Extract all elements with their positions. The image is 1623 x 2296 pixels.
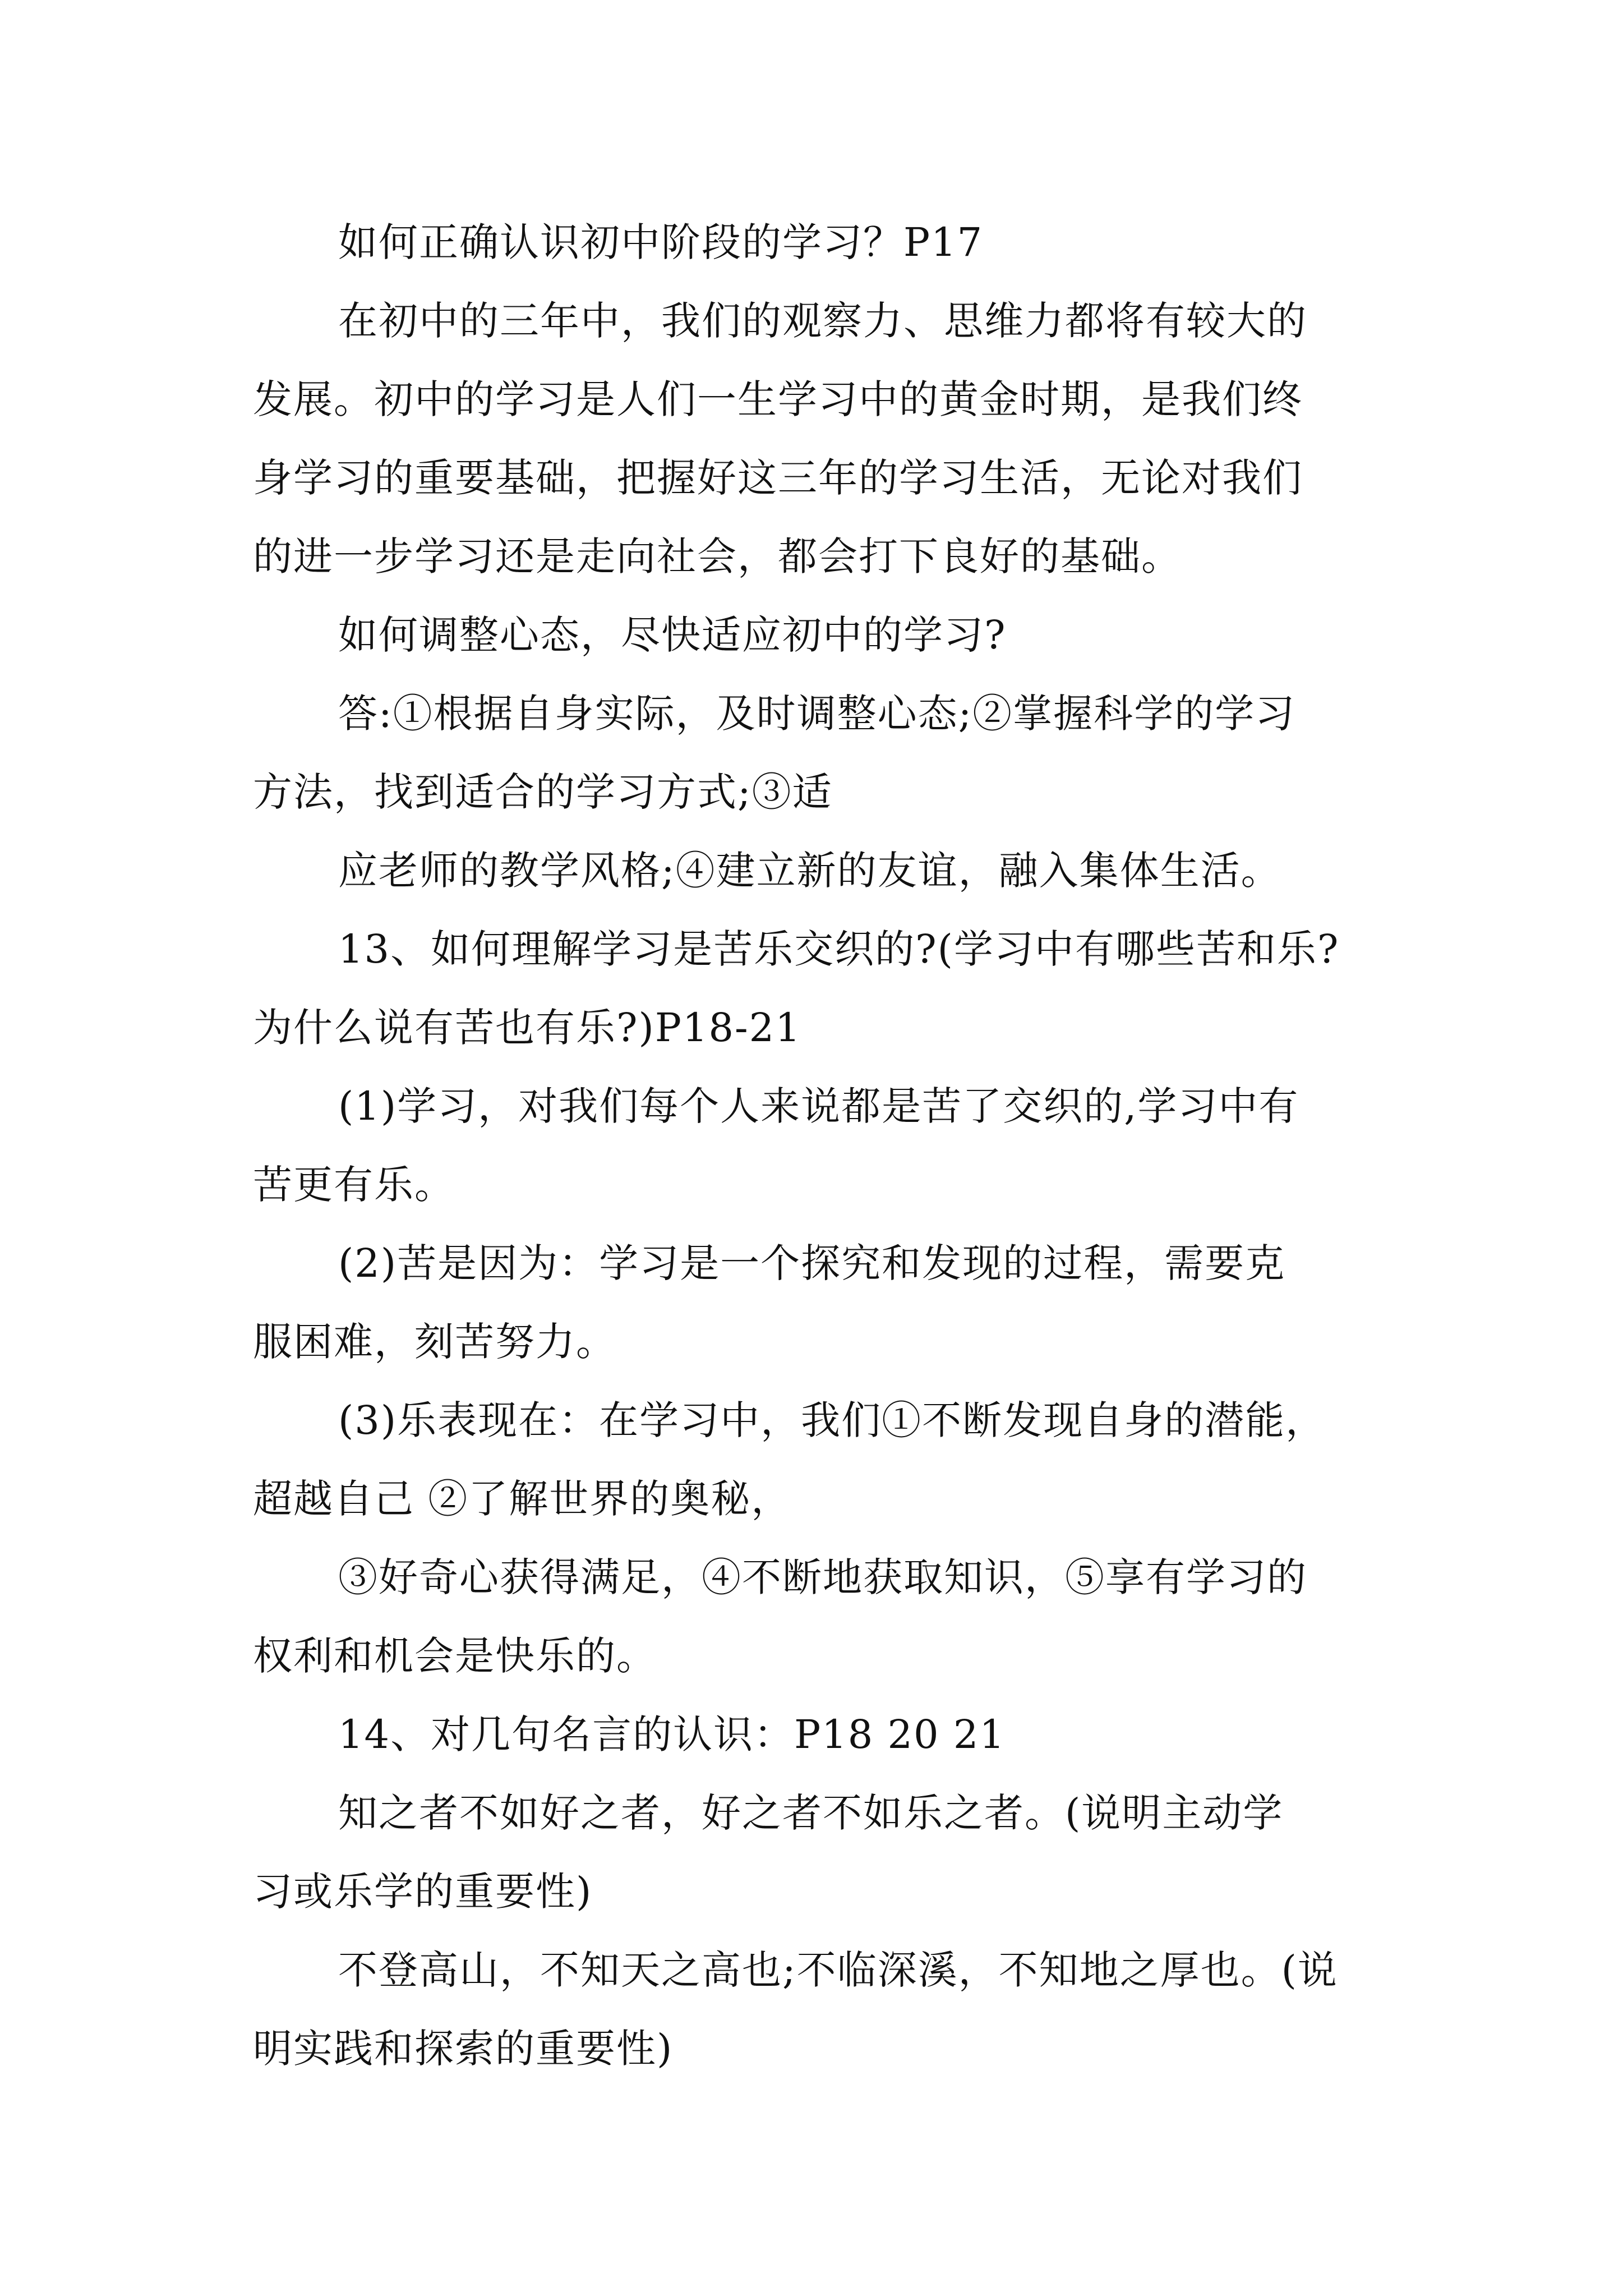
text-line: 身学习的重要基础，把握好这三年的学习生活，无论对我们	[253, 455, 1303, 501]
text-line: 在初中的三年中，我们的观察力、思维力都将有较大的	[338, 298, 1307, 344]
text-line: (2)苦是因为：学习是一个探究和发现的过程，需要克	[338, 1240, 1286, 1286]
text-line: 如何正确认识初中阶段的学习？P17	[338, 219, 984, 265]
text-line: 答:①根据自身实际，及时调整心态;②掌握科学的学习	[338, 691, 1296, 737]
text-line: 14、对几句名言的认识：P18 20 21	[338, 1711, 1006, 1757]
text-line: 13、如何理解学习是苦乐交织的?(学习中有哪些苦和乐?	[338, 926, 1340, 972]
text-line: ③好奇心获得满足，④不断地获取知识，⑤享有学习的	[338, 1554, 1307, 1600]
text-line: 服困难，刻苦努力。	[253, 1319, 616, 1365]
text-line: 发展。初中的学习是人们一生学习中的黄金时期，是我们终	[253, 376, 1303, 422]
text-line: 方法，找到适合的学习方式;③适	[253, 769, 833, 815]
text-line: 为什么说有苦也有乐?)P18-21	[253, 1005, 801, 1051]
text-line: (3)乐表现在：在学习中，我们①不断发现自身的潜能，	[338, 1397, 1326, 1443]
text-line: 如何调整心态，尽快适应初中的学习?	[338, 612, 1007, 658]
text-line: 不登高山，不知天之高也;不临深溪，不知地之厚也。(说	[338, 1947, 1338, 1993]
text-line: 苦更有乐。	[253, 1162, 455, 1208]
text-line: 的进一步学习还是走向社会，都会打下良好的基础。	[253, 533, 1182, 579]
text-line: 习或乐学的重要性)	[253, 1869, 593, 1915]
text-line: 明实践和探索的重要性)	[253, 2026, 674, 2072]
text-line: 应老师的教学风格;④建立新的友谊，融入集体生活。	[338, 848, 1281, 894]
text-line: 知之者不如好之者，好之者不如乐之者。(说明主动学	[338, 1790, 1284, 1836]
text-line: (1)学习，对我们每个人来说都是苦了交织的,学习中有	[338, 1083, 1299, 1129]
text-line: 超越自己 ②了解世界的奥秘，	[253, 1476, 792, 1522]
text-line: 权利和机会是快乐的。	[253, 1633, 657, 1679]
